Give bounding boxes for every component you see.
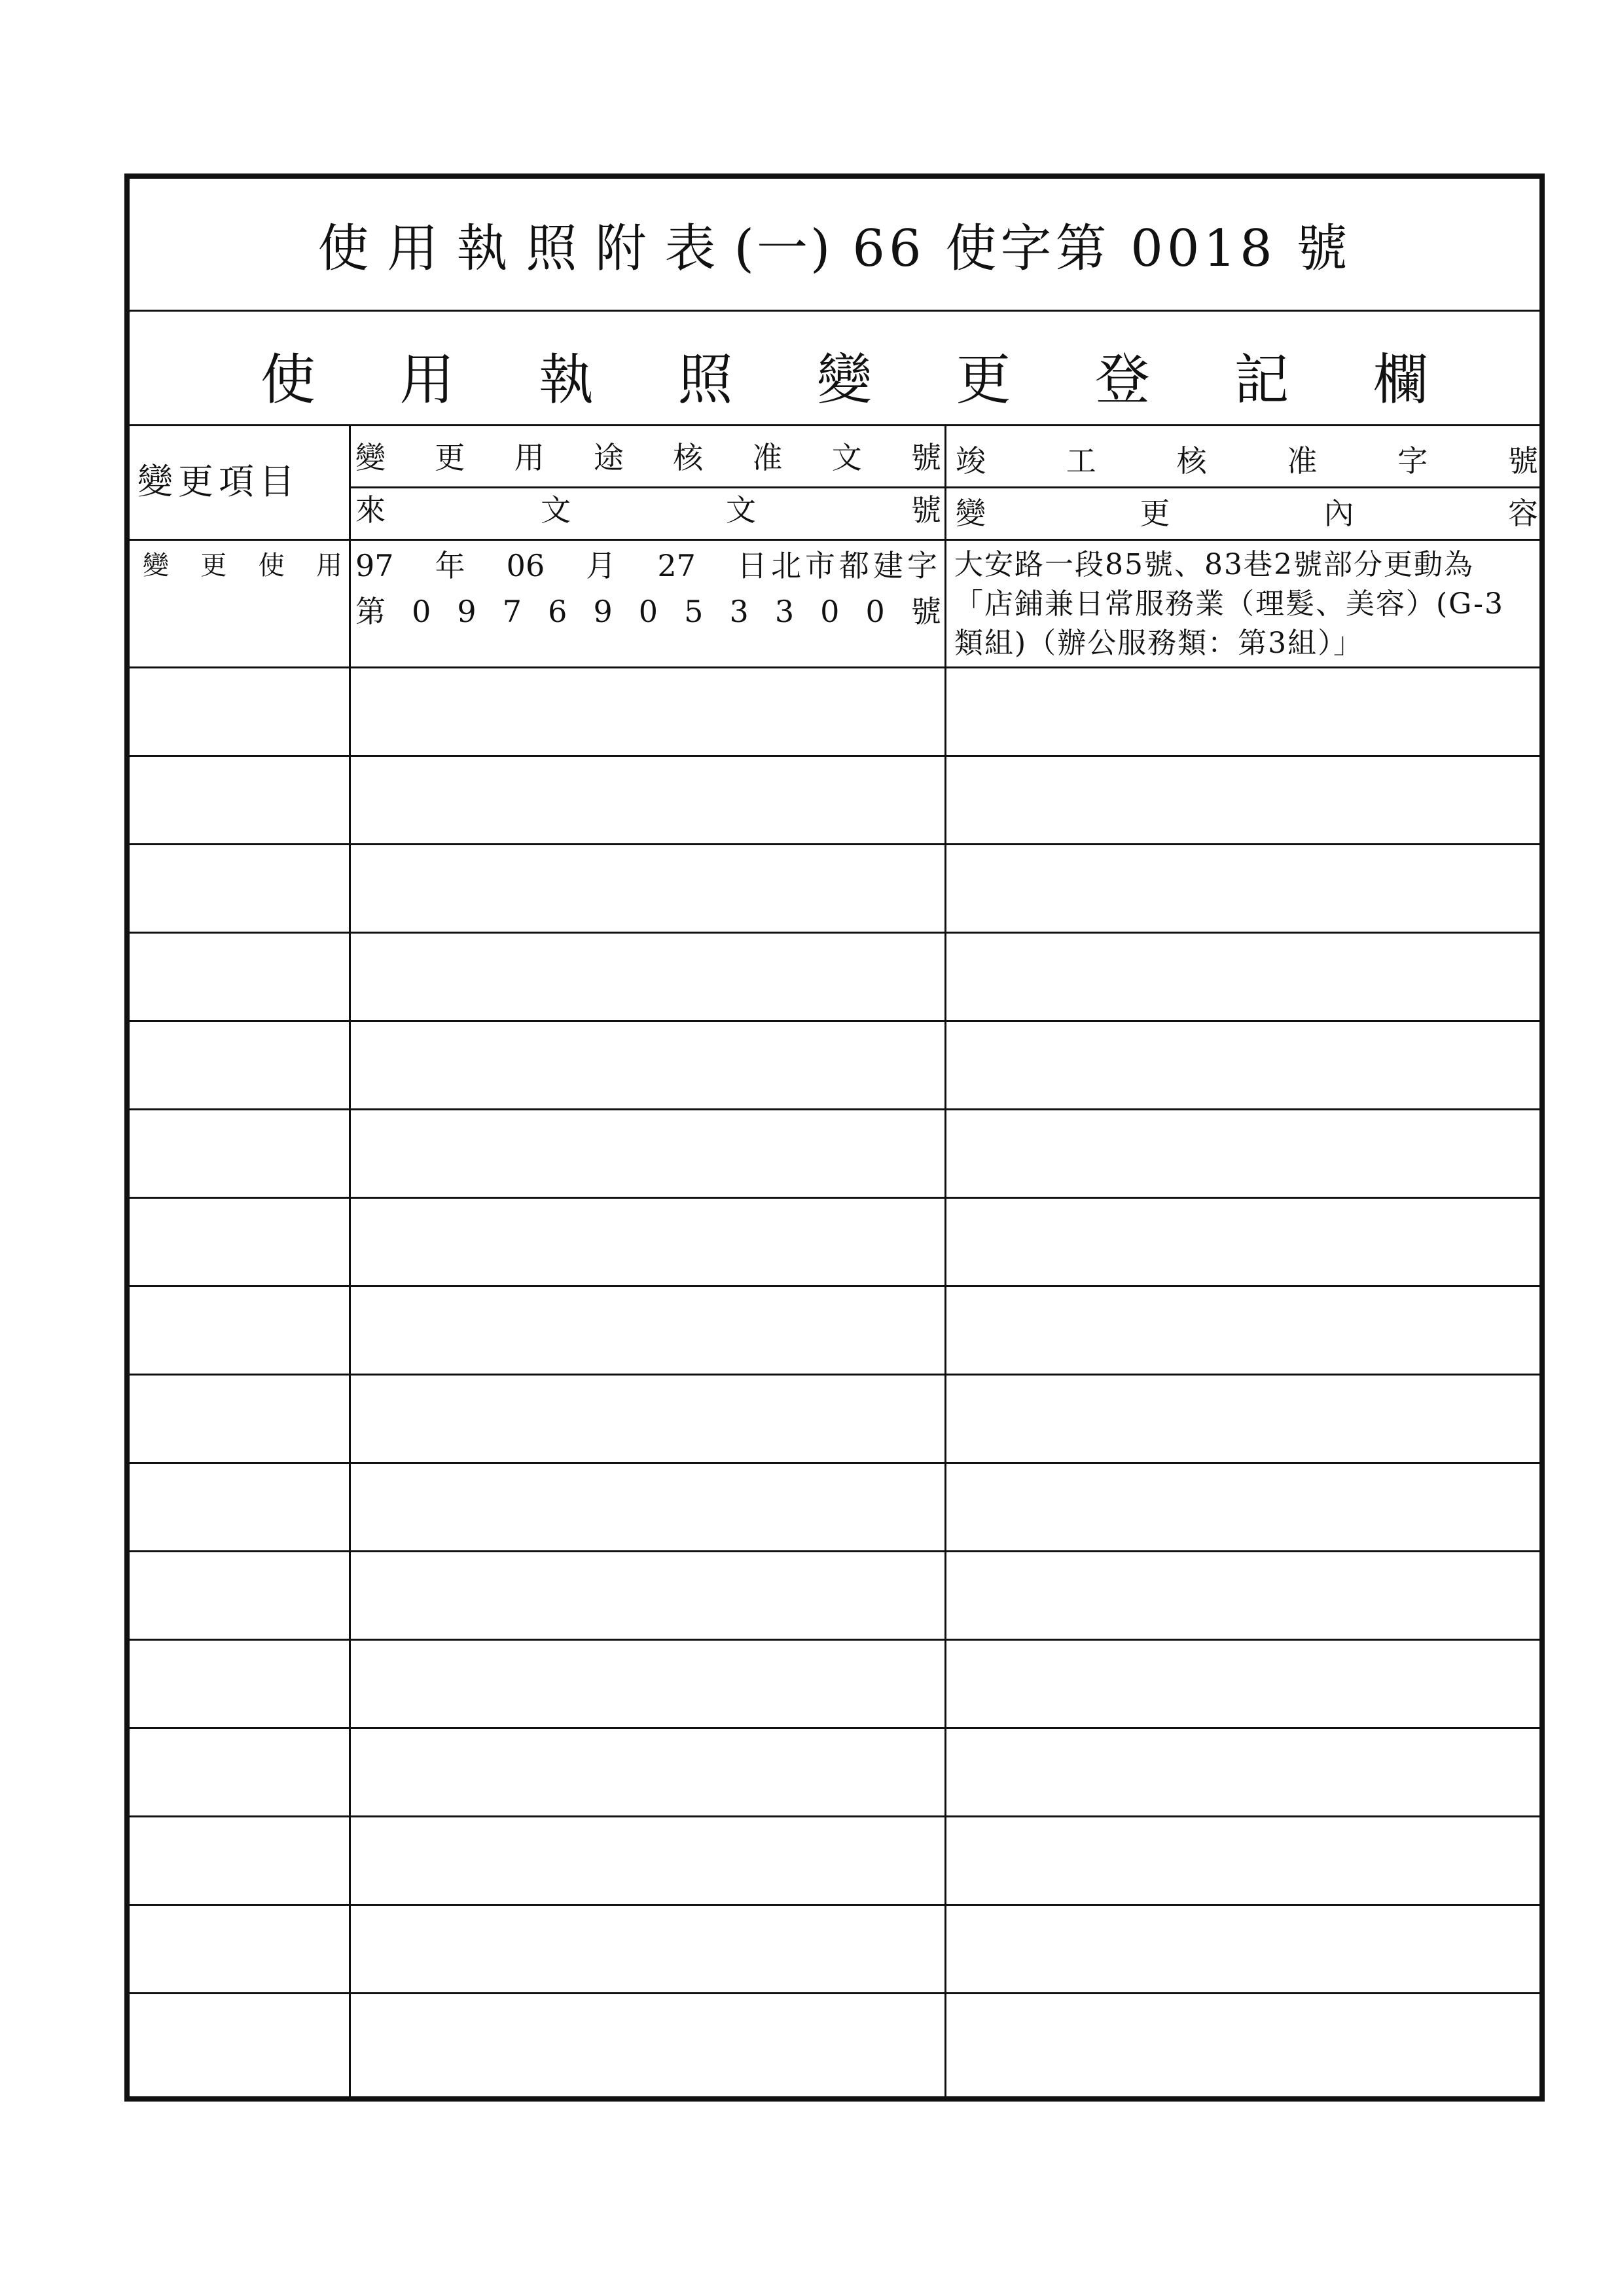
entry-text: 27 (657, 548, 696, 583)
entry-text: 第 (355, 594, 386, 629)
title-char: 附 (595, 219, 665, 278)
header-char: 號 (911, 492, 941, 528)
title-char: 執 (456, 219, 526, 278)
header-char: 核 (1176, 443, 1207, 479)
entry-text: 7 (502, 594, 522, 629)
row-line (130, 1639, 1539, 1641)
divider (130, 310, 1539, 312)
subtitle-char: 更 (956, 348, 1011, 412)
row-line (130, 1992, 1539, 1994)
entry-text: 3 (774, 594, 795, 629)
header-completion-no (956, 441, 1538, 481)
header-char: 竣 (956, 443, 986, 479)
entry-doc-line1 (355, 545, 941, 586)
entry-text: 9 (457, 594, 476, 629)
entry-text: 6 (548, 594, 567, 629)
entry-text: 年 (435, 548, 465, 583)
row-line (130, 755, 1539, 757)
header-char: 核 (673, 440, 704, 475)
form-title (130, 179, 1539, 310)
header-char: 途 (593, 440, 624, 475)
header-approval-doc-no (355, 437, 941, 478)
entry-text: 06 (506, 548, 545, 583)
row-line (130, 1550, 1539, 1552)
row-line (130, 1374, 1539, 1376)
subtitle-char: 變 (816, 348, 872, 412)
entry-text: 97 (355, 548, 394, 583)
entry-char: 變 (143, 551, 169, 581)
entry-text: 5 (684, 594, 704, 629)
divider (130, 424, 1539, 426)
header-incoming-doc-no (355, 490, 941, 530)
row-line (130, 1815, 1539, 1817)
row-line (130, 1285, 1539, 1287)
entry-text: 月 (586, 548, 617, 583)
row-line (130, 1020, 1539, 1022)
content-line: 大安路一段85號、83巷2號部分更動為 (954, 548, 1474, 581)
row-line (130, 1904, 1539, 1906)
subtitle-char: 執 (538, 348, 594, 412)
column-divider (944, 424, 946, 2097)
header-char: 號 (910, 440, 941, 475)
entry-text: 3 (729, 594, 749, 629)
row-line (130, 1727, 1539, 1729)
header-change-item: 變更項目 (137, 461, 300, 502)
entry-char: 使 (258, 551, 285, 581)
row-line (130, 1462, 1539, 1464)
row-line (130, 1108, 1539, 1110)
header-char: 用 (514, 440, 545, 475)
row-line (130, 843, 1539, 845)
entry-change-content (954, 545, 1540, 663)
subtitle-char: 使 (261, 348, 316, 412)
header-char: 來 (355, 492, 386, 528)
entry-char: 更 (200, 551, 227, 581)
header-char: 文 (831, 440, 862, 475)
header-char: 字 (1397, 443, 1428, 479)
header-char: 更 (435, 440, 465, 475)
header-char: 容 (1507, 496, 1538, 531)
entry-doc-line2 (355, 591, 941, 632)
divider (130, 539, 1539, 541)
form-subtitle (261, 336, 1428, 415)
subtitle-char: 用 (399, 348, 455, 412)
entry-text: 0 (820, 594, 840, 629)
title-char: 表 (664, 219, 734, 278)
header-char: 工 (1066, 443, 1096, 479)
header-char: 變 (355, 440, 386, 475)
header-char: 更 (1140, 496, 1170, 531)
header-char: 文 (541, 492, 571, 528)
entry-text: 0 (638, 594, 658, 629)
title-license-number: 66 使字第 0018 號 (852, 219, 1352, 278)
header-char: 文 (726, 492, 756, 528)
subtitle-char: 記 (1234, 348, 1289, 412)
form-frame (124, 173, 1545, 2102)
column-divider (349, 424, 351, 2097)
entry-text: 9 (593, 594, 613, 629)
row-line (130, 932, 1539, 934)
title-char: (一) (734, 219, 833, 278)
row-line (130, 666, 1539, 668)
title-char: 使 (317, 219, 387, 278)
subtitle-char: 欄 (1373, 348, 1428, 412)
subtitle-char: 照 (677, 348, 733, 412)
title-char: 用 (387, 219, 457, 278)
entry-text: 0 (412, 594, 431, 629)
entry-item (143, 545, 342, 586)
row-line (130, 1197, 1539, 1199)
header-char: 准 (752, 440, 783, 475)
content-line: 「店鋪兼日常服務業（理髮、美容）(G-3 (954, 587, 1504, 621)
entry-text: 日北市都建字 (736, 548, 941, 583)
header-change-content (956, 493, 1538, 534)
header-char: 准 (1287, 443, 1318, 479)
header-char: 號 (1507, 443, 1538, 479)
header-char: 變 (956, 496, 986, 531)
entry-char: 用 (315, 551, 342, 581)
subtitle-char: 登 (1094, 348, 1150, 412)
title-char: 照 (526, 219, 596, 278)
content-line: 類組)（辦公服務類：第3組）」 (954, 627, 1364, 660)
entry-text: 0 (865, 594, 885, 629)
header-char: 內 (1323, 496, 1354, 531)
entry-text: 號 (910, 594, 941, 629)
